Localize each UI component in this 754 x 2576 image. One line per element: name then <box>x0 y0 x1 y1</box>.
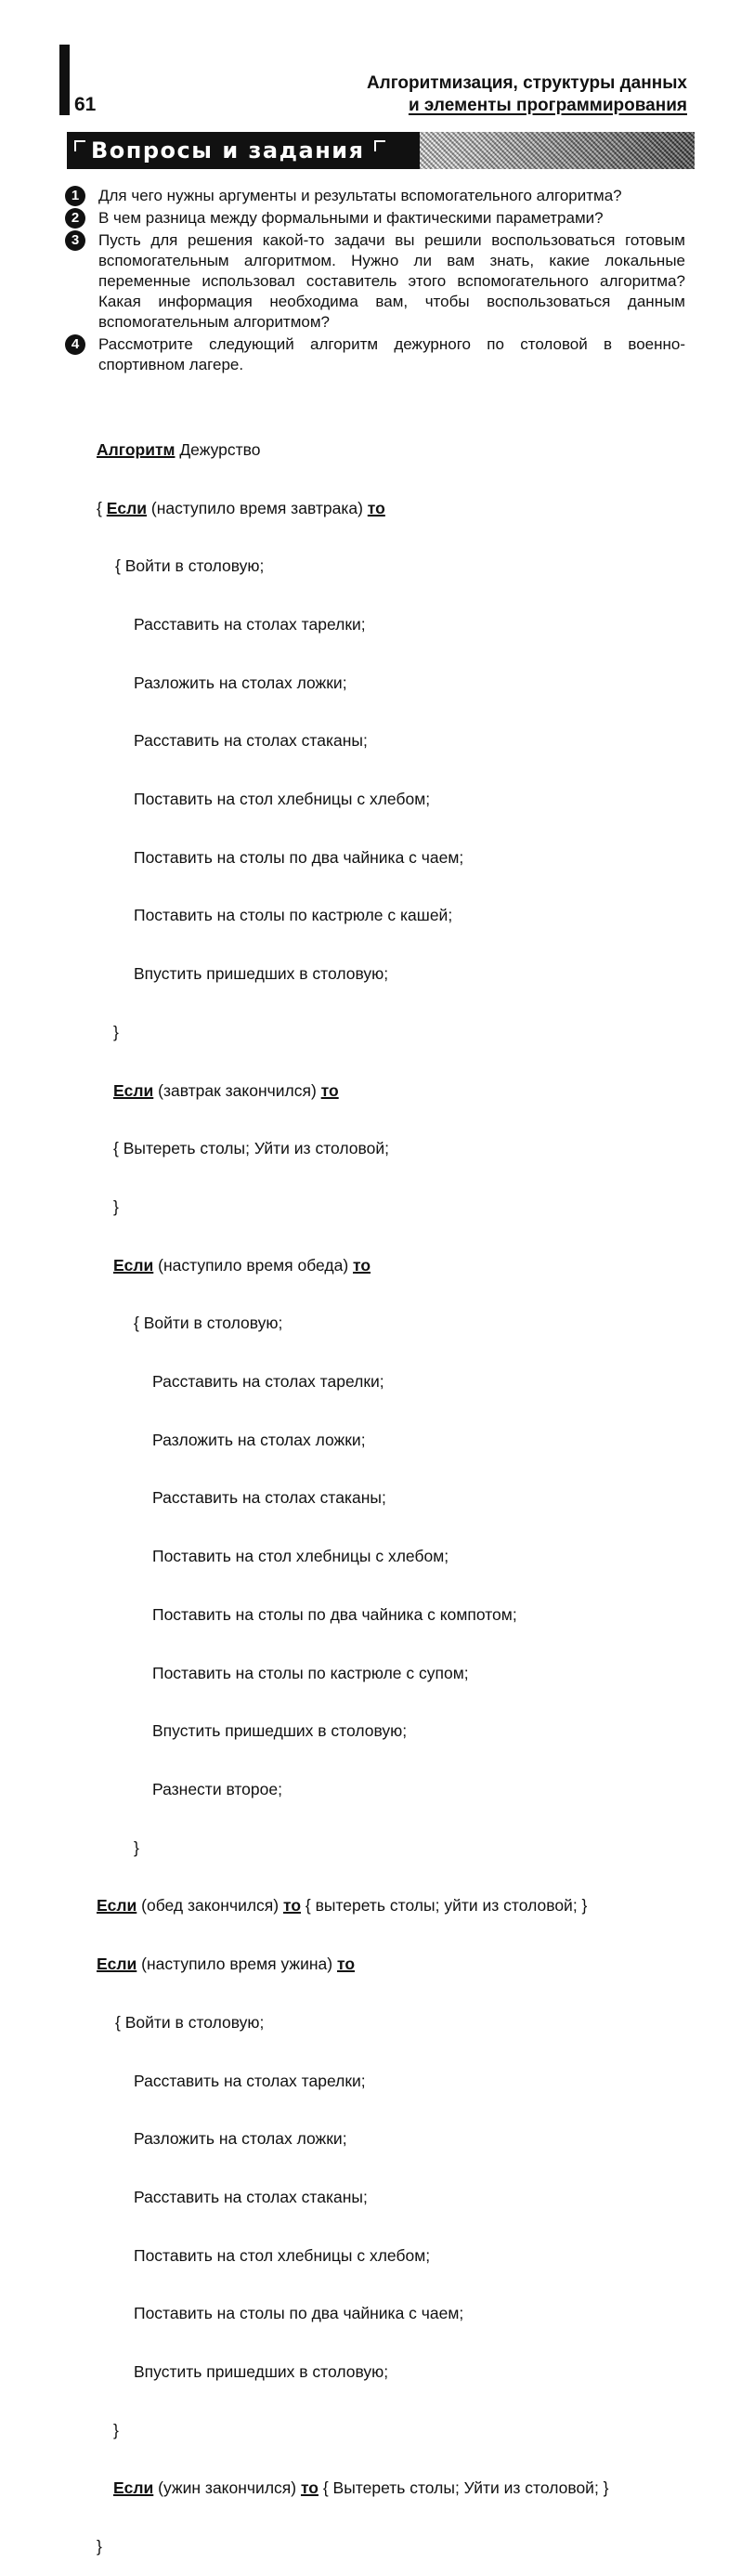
condition: (наступило время обеда) <box>153 1255 354 1275</box>
condition: (обед закончился) <box>136 1896 283 1916</box>
algo-line: Поставить на стол хлебницы с хлебом; <box>134 2245 431 2265</box>
algo-line <box>97 1256 609 1275</box>
keyword-then: то <box>367 498 385 517</box>
algo-line: Впустить пришедших в столовую; <box>134 2362 389 2382</box>
question-text: Для чего нужны аргументы и результаты вспомогательного алгоритма? <box>98 187 622 204</box>
algo-line: Разложить на столах ложки; <box>134 673 347 692</box>
keyword-then: то <box>300 2478 318 2498</box>
algo-line: } <box>134 1837 139 1857</box>
question-4 <box>65 334 685 375</box>
condition: (наступило время завтрака) <box>147 498 368 517</box>
condition: (завтрак закончился) <box>153 1080 321 1100</box>
section-banner <box>67 132 695 169</box>
keyword-if: Если <box>106 498 147 517</box>
question-2 <box>65 208 685 229</box>
algo-line: { Войти в столовую; <box>115 556 265 576</box>
section-title: Вопросы и задания <box>91 137 365 163</box>
algo-line <box>97 2478 609 2498</box>
algo-line: Поставить на столы по два чайника с чаем; <box>134 847 464 867</box>
banner-texture <box>420 132 695 169</box>
question-number-badge: 4 <box>65 334 85 355</box>
algo-line: Впустить пришедших в столовую; <box>134 964 389 984</box>
question-number-badge: 2 <box>65 208 85 229</box>
algo-line: Поставить на стол хлебницы с хлебом; <box>134 790 431 809</box>
algorithm-listing <box>97 401 609 2576</box>
keyword-if: Если <box>97 1896 137 1916</box>
keyword-if: Если <box>97 1955 137 1974</box>
algo-line: Расставить на столах тарелки; <box>134 614 366 634</box>
algo-line: } <box>113 1022 119 1041</box>
question-text: Рассмотрите следующий алгоритм дежурного по столовой в военно-спортивном лагере. <box>98 335 685 373</box>
algo-line: Расставить на столах тарелки; <box>134 2071 366 2090</box>
algo-line: Поставить на столы по кастрюле с кашей; <box>134 906 453 925</box>
action: { Вытереть столы; Уйти из столовой; } <box>318 2478 609 2498</box>
algo-line: } <box>113 2420 119 2439</box>
algo-line: Расставить на столах тарелки; <box>152 1372 384 1392</box>
algo-line <box>97 1081 609 1101</box>
question-1 <box>65 186 685 206</box>
section-banner-label <box>67 132 420 169</box>
keyword-algorithm: Алгоритм <box>97 439 176 459</box>
question-text: Пусть для решения какой-то задачи вы решили воспользоваться готовым вспомогательным алгоритмом. Нужно ли вам знать, какие локальные переменные использовал составитель этого вспомогательного алгоритма? Какая информация необходима вам, чтобы воспользоваться данным вспомогательным алгоритмом? <box>98 231 685 331</box>
question-text: В чем разница между формальными и фактическими параметрами? <box>98 209 604 227</box>
algo-line: Поставить на столы по кастрюле с супом; <box>152 1663 469 1682</box>
algo-line <box>97 1955 609 1974</box>
algo-line <box>97 499 609 518</box>
algo-line: { Вытереть столы; Уйти из столовой; <box>113 1139 389 1158</box>
chapter-title-line2: и элементы программирования <box>408 96 687 115</box>
algo-line <box>97 1896 609 1916</box>
algo-line: { Войти в столовую; <box>115 2012 265 2032</box>
condition: (ужин закончился) <box>153 2478 301 2498</box>
question-3 <box>65 230 685 333</box>
algo-line: Расставить на столах стаканы; <box>134 2187 368 2206</box>
page-number: 61 <box>74 94 97 115</box>
algo-line: Разложить на столах ложки; <box>152 1430 366 1449</box>
keyword-if: Если <box>113 2478 154 2498</box>
chapter-title <box>367 72 687 117</box>
keyword-if: Если <box>113 1080 154 1100</box>
corner-bracket-icon <box>74 140 85 151</box>
header-bar <box>59 45 70 115</box>
chapter-title-line1: Алгоритмизация, структуры данных <box>366 73 687 93</box>
algo-line: Разнести второе; <box>152 1779 282 1798</box>
algo-line: Впустить пришедших в столовую; <box>152 1721 408 1741</box>
keyword-then: то <box>282 1896 302 1916</box>
algo-line: Поставить на столы по два чайника с компотом; <box>152 1604 517 1624</box>
algo-line: Расставить на столах стаканы; <box>134 731 368 751</box>
condition: (наступило время ужина) <box>136 1955 337 1974</box>
questions-list <box>65 186 685 377</box>
algo-line: Поставить на стол хлебницы с хлебом; <box>152 1547 449 1566</box>
algo-line: Поставить на столы по два чайника с чаем; <box>134 2304 464 2323</box>
keyword-then: то <box>336 1955 356 1974</box>
keyword-then: то <box>320 1080 339 1100</box>
corner-bracket-icon <box>374 140 385 151</box>
brace: { <box>97 498 107 517</box>
algo-header <box>97 440 609 460</box>
algo-line: Разложить на столах ложки; <box>134 2129 347 2149</box>
keyword-then: то <box>353 1255 371 1275</box>
algo-line: } <box>113 1196 119 1216</box>
question-number-badge: 1 <box>65 186 85 206</box>
action: { вытереть столы; уйти из столовой; } <box>301 1896 588 1916</box>
keyword-if: Если <box>113 1255 154 1275</box>
algo-line: { Войти в столовую; <box>134 1314 283 1333</box>
question-number-badge: 3 <box>65 230 85 251</box>
algo-line: } <box>97 2537 102 2556</box>
algo-name: Дежурство <box>175 439 261 459</box>
algo-line: Расставить на столах стаканы; <box>152 1488 386 1508</box>
